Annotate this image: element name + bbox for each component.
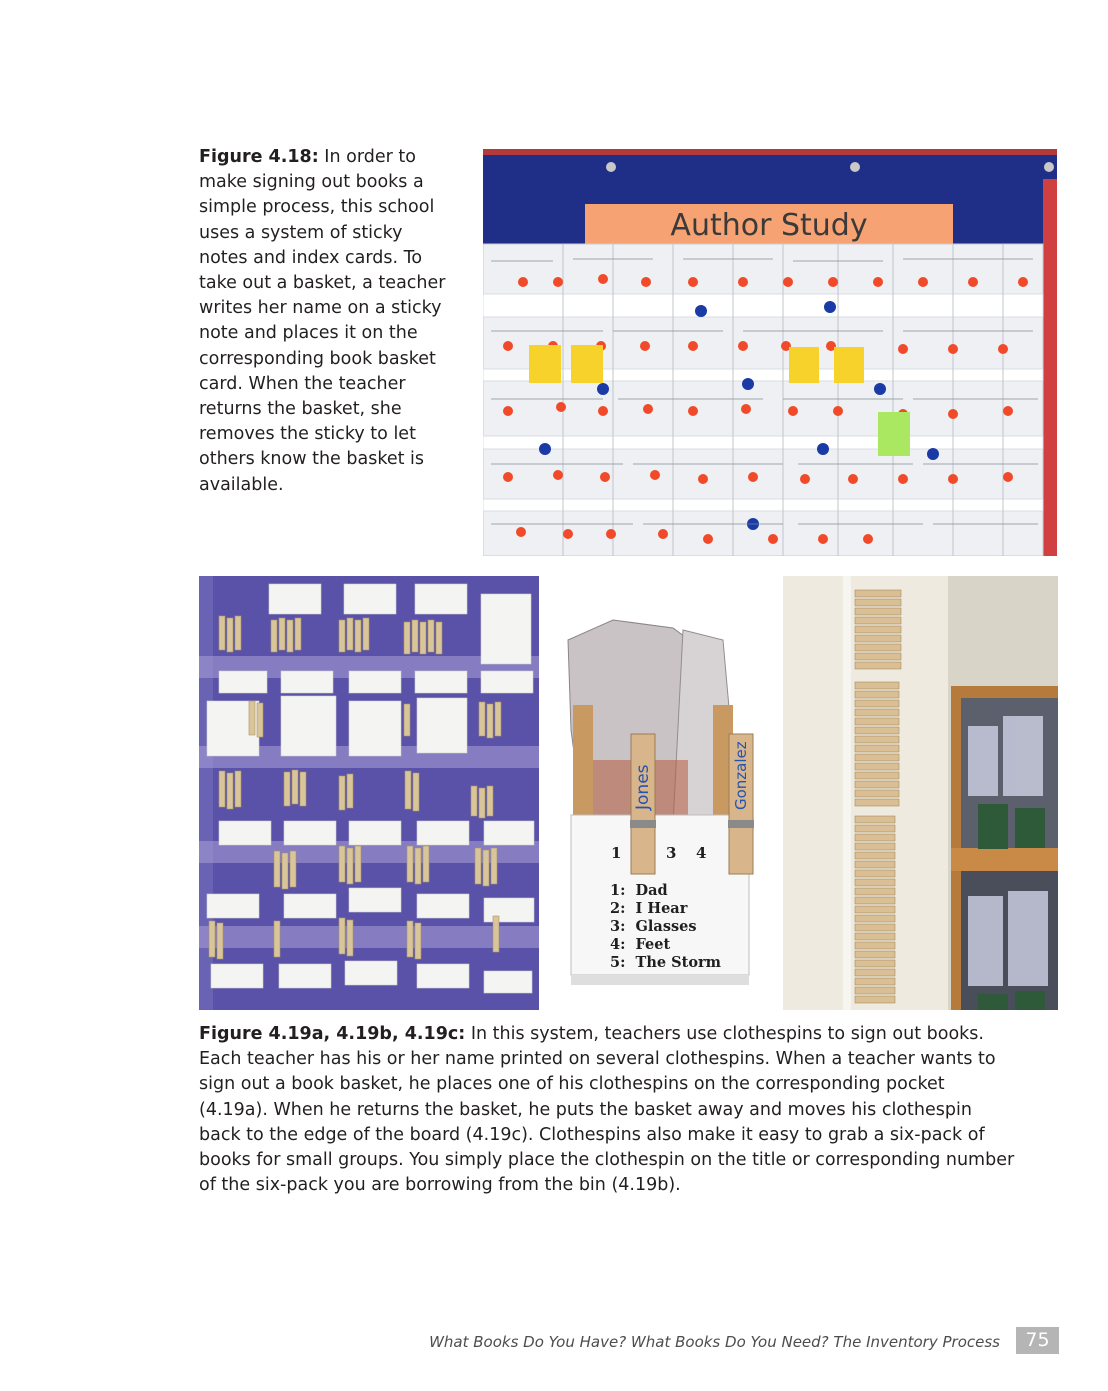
author-study-chart-illustration: [483, 149, 1057, 556]
book-bin-illustration: [553, 610, 771, 1002]
bin-number-3: 3: [666, 844, 677, 862]
bin-number-1: 1: [611, 844, 622, 862]
clothespin-pocket-chart-photo: [199, 576, 539, 1010]
bin-title-4: 4: Feet: [610, 936, 671, 953]
running-head: What Books Do You Have? What Books Do You Need? The Inventory Process: [429, 1333, 1000, 1351]
clothespin-pocket-chart-illustration: [199, 576, 539, 1010]
author-study-pocket-chart-photo: [483, 149, 1057, 556]
bin-title-2: 2: I Hear: [610, 900, 688, 917]
figure-4-18-text: In order to make signing out books a simple process, this school uses a system of sticky notes and index cards. To take out a basket, a teacher writes her name on a sticky note and places it on the corresponding book basket card. When the teacher returns the basket, she removes the sticky to let others know the basket is available.: [199, 147, 446, 495]
figure-4-18-label: Figure 4.18:: [199, 147, 319, 167]
bin-number-4: 4: [696, 844, 707, 862]
book-bin-photo: [553, 610, 771, 1002]
clothespin-jones-label: Jones: [633, 764, 653, 810]
figure-4-19-caption: [199, 1022, 1019, 1198]
bin-title-1: 1: Dad: [610, 882, 668, 899]
page-number: 75: [1016, 1327, 1059, 1354]
clothespin-gonzalez-label: Gonzalez: [732, 741, 750, 810]
figure-4-19-text: In this system, teachers use clothespins to sign out books. Each teacher has his or her name printed on several clothespins. When a teacher wants to sign out a book basket, he places one of his clothespins on the corresponding pocket (4.19a). When he returns the basket, he puts the basket away and moves his clothespin back to the edge of the board (4.19c). Clothespins also make it easy to grab a six-pack of books for small groups. You simply place the clothespin on the title or corresponding number of the six-pack you are borrowing from the bin (4.19b).: [199, 1024, 1015, 1196]
bin-title-5: 5: The Storm: [610, 954, 721, 971]
clothespin-column-photo: [783, 576, 1058, 1010]
figure-4-19-label: Figure 4.19a, 4.19b, 4.19c:: [199, 1024, 466, 1044]
figure-4-18-caption: [199, 145, 449, 498]
clothespin-column-illustration: [783, 576, 1058, 1010]
author-study-banner-text: Author Study: [670, 208, 868, 243]
bin-title-3: 3: Glasses: [610, 918, 697, 935]
